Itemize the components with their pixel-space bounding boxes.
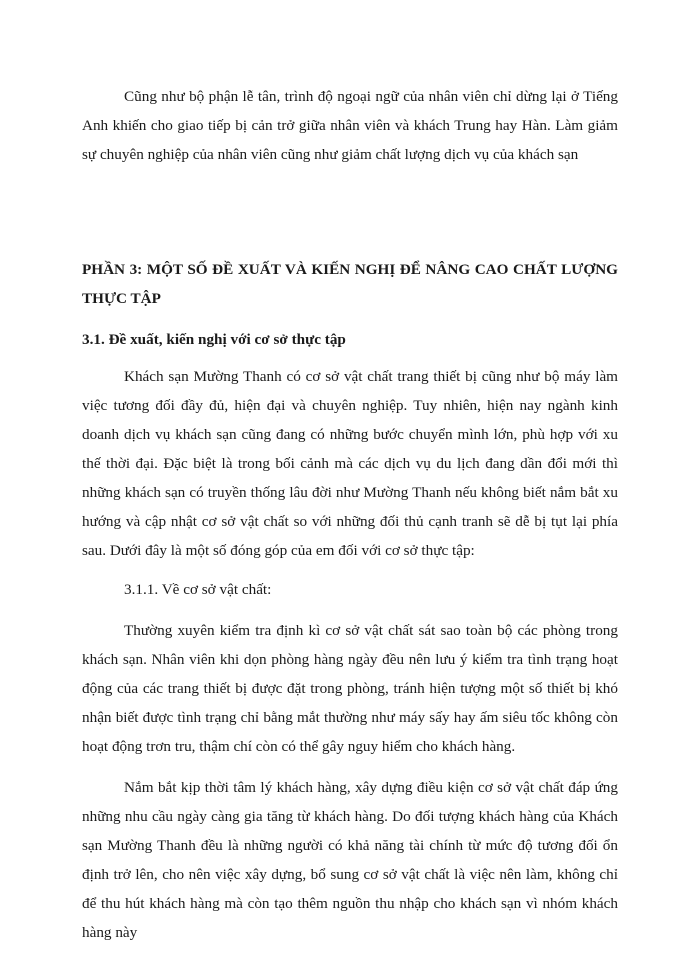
section-heading: PHẦN 3: MỘT SỐ ĐỀ XUẤT VÀ KIẾN NGHỊ ĐỂ NÂNG CAO CHẤT LƯỢNG THỰC TẬP [82,261,618,307]
subsection-heading: 3.1. Đề xuất, kiến nghị với cơ sở thực tập [82,331,346,348]
body-paragraph-customer-needs: Nắm bắt kịp thời tâm lý khách hàng, xây dựng điều kiện cơ sở vật chất đáp ứng những nhu cầu ngày càng gia tăng từ khách hàng. Do đối tượng khách hàng của Khách sạn Mường Thanh đều là những người có khả năng tài chính từ mức độ tương đối ổn định trở lên, cho nên việc xây dựng, bổ sung cơ sở vật chất là việc nên làm, không chỉ để thu hút khách hàng mà còn tạo thêm nguồn thu nhập cho khách sạn vì nhóm khách hàng này [82,779,618,941]
intro-paragraph: Cũng như bộ phận lễ tân, trình độ ngoại ngữ của nhân viên chỉ dừng lại ở Tiếng Anh khiến cho giao tiếp bị cản trở giữa nhân viên và khách Trung hay Hàn. Làm giảm sự chuyên nghiệp của nhân viên cũng như giảm chất lượng dịch vụ của khách sạn [82,88,618,163]
body-paragraph-inspection: Thường xuyên kiểm tra định kì cơ sở vật chất sát sao toàn bộ các phòng trong khách sạn. Nhân viên khi dọn phòng hàng ngày đều nên lưu ý kiểm tra tình trạng hoạt động của các trang thiết bị được đặt trong phòng, tránh hiện tượng một số thiết bị khó nhận biết được tình trạng chỉ bằng mắt thường như máy sấy hay ấm siêu tốc không còn hoạt động trơn tru, thậm chí còn có thể gây nguy hiểm cho khách hàng. [82,622,618,755]
subsubsection-heading: 3.1.1. Về cơ sở vật chất: [124,581,272,598]
body-paragraph-overview: Khách sạn Mường Thanh có cơ sở vật chất trang thiết bị cũng như bộ máy làm việc tương đối đầy đủ, hiện đại và chuyên nghiệp. Tuy nhiên, hiện nay ngành kinh doanh dịch vụ khách sạn cũng đang có những bước chuyển mình lớn, phù hợp với xu thế thời đại. Đặc biệt là trong bối cảnh mà các dịch vụ du lịch đang dần đổi mới thì những khách sạn có truyền thống lâu đời như Mường Thanh nếu không biết nắm bắt xu hướng và cập nhật cơ sở vật chất so với những đối thủ cạnh tranh sẽ dễ bị tụt lại phía sau. Dưới đây là một số đóng góp của em đối với cơ sở thực tập: [82,368,618,559]
document-page [82,82,618,947]
